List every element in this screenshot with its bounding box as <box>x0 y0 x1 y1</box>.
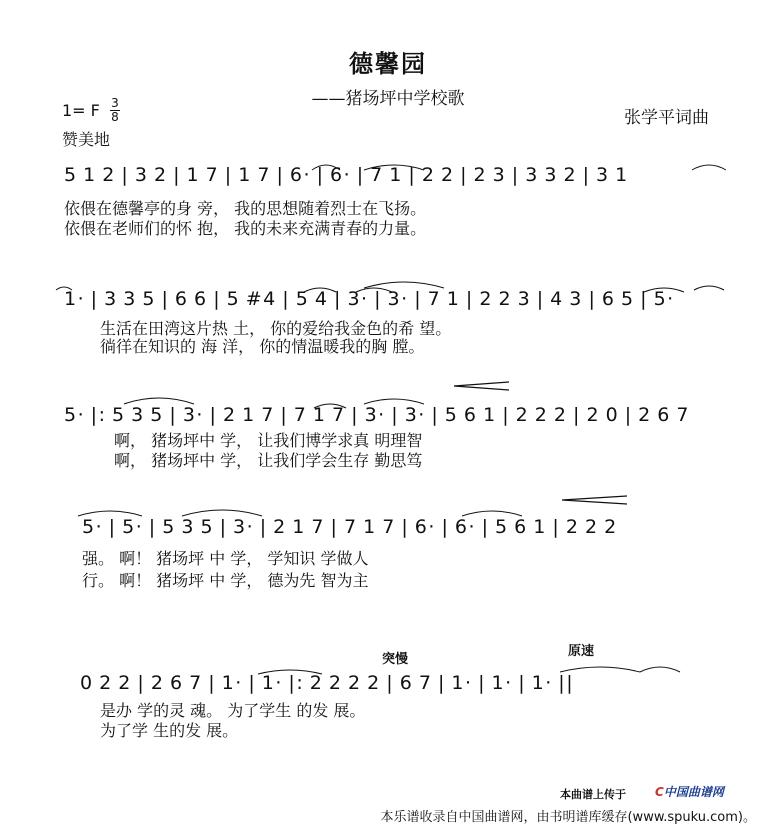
slurs-line-1 <box>64 158 724 198</box>
lyrics-line-1a: 依偎在德馨亭的身 旁， 我的思想随着烈士在飞扬。 <box>64 199 427 218</box>
logo-text: 中国曲谱网 <box>663 785 724 799</box>
notation-line-3: 5· |: 5 3 5 | 3· | 2 1 7 | 7 1 7 | 3· | 3· | 5 6 1 | 2 2 2 | 2 0 | 2 6 7 <box>64 404 690 426</box>
page-title: 德馨园 <box>349 50 427 78</box>
source-note: 本乐谱收录自中国曲谱网，由书明谱库缓存(www.spuku.com)。 <box>380 810 756 825</box>
staff-line-4 <box>82 510 742 550</box>
site-logo[interactable] <box>655 783 724 800</box>
tempo-marking: 赞美地 <box>62 130 111 149</box>
lyrics-line-4b: 行。 啊！ 猪场坪 中 学， 德为先 智为主 <box>82 571 369 590</box>
lyrics-line-5a: 是办 学的灵 魂。 为了学生 的发 展。 <box>100 701 366 720</box>
lyrics-line-4a: 强。 啊！ 猪场坪 中 学， 学知识 学做人 <box>82 549 369 568</box>
time-signature <box>110 98 120 123</box>
key-signature: 1= F <box>62 101 100 120</box>
lyrics-line-3b: 啊， 猪场坪中 学， 让我们学会生存 勤思笃 <box>114 451 423 470</box>
notation-line-2: 1· | 3 3 5 | 6 6 | 5 #4 | 5 4 | 3· | 3· | 7 1 | 2 2 3 | 4 3 | 6 5 | 5· <box>64 288 675 310</box>
notation-line-1: 5 1 2 | 3 2 | 1 7 | 1 7 | 6· | 6· | 7 1 | 2 2 | 2 3 | 3 3 2 | 3 1 <box>64 164 629 186</box>
lyrics-line-5b: 为了学 生的发 展。 <box>100 721 239 740</box>
staff-line-1 <box>64 158 724 198</box>
meter-top: 3 <box>111 96 119 110</box>
slurs-line-4 <box>82 510 742 550</box>
logo-c-icon: C <box>655 785 664 799</box>
meter-bottom: 8 <box>111 110 119 124</box>
lyrics-line-2b: 徜徉在知识的 海 洋， 你的情温暖我的胸 膛。 <box>100 337 425 356</box>
credit: 张学平词曲 <box>624 108 709 128</box>
lyrics-line-3a: 啊， 猪场坪中 学， 让我们博学求真 明理智 <box>114 431 423 450</box>
a-tempo-mark: 原速 <box>568 644 595 659</box>
upload-note: 本曲谱上传于 <box>560 788 626 801</box>
slow-mark: 突慢 <box>382 652 409 667</box>
notation-line-5: 0 2 2 | 2 6 7 | 1· | 1· |: 2 2 2 2 | 6 7 | 1· | 1· | 1· || <box>80 672 575 694</box>
subtitle: ——猪场坪中学校歌 <box>311 89 465 109</box>
lyrics-line-2a: 生活在田湾这片热 土， 你的爱给我金色的希 望。 <box>100 319 452 338</box>
notation-line-4: 5· | 5· | 5 3 5 | 3· | 2 1 7 | 7 1 7 | 6· | 6· | 5 6 1 | 2 2 2 <box>82 516 618 538</box>
lyrics-line-1b: 依偎在老师们的怀 抱， 我的未来充满青春的力量。 <box>64 219 427 238</box>
